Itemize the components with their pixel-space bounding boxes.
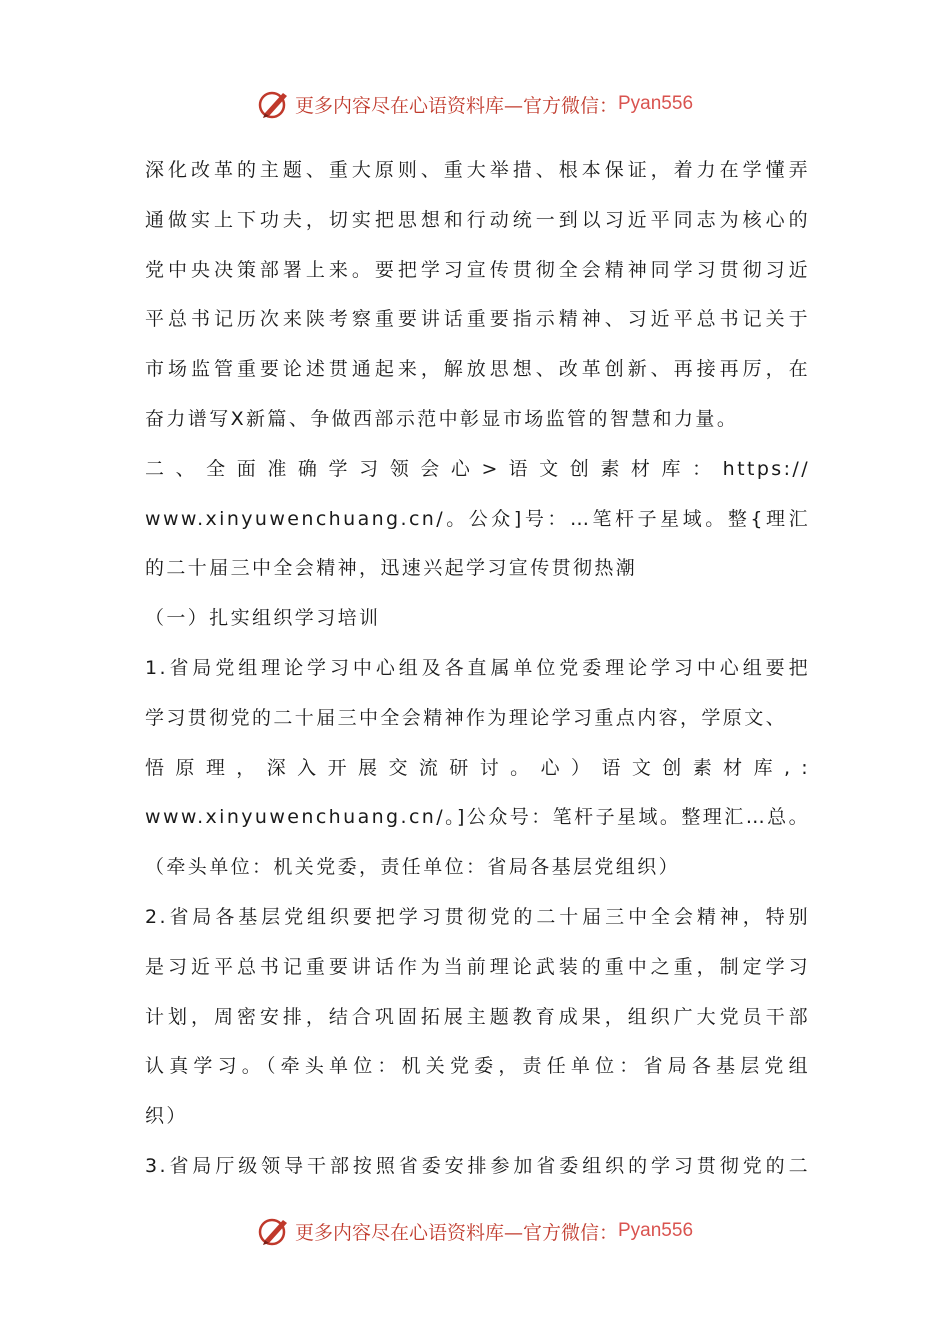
text-line: 悟 原 理 ， 深 入 开 展 交 流 研 讨 。 心 ） 语 文 创 素 材 库 , : bbox=[145, 756, 810, 779]
text-line: 计划，周密安排，结合巩固拓展主题教育成果，组织广大党员干部 bbox=[145, 1005, 810, 1028]
text-line: www.xinyuwenchuang.cn/。]公众号：笔杆子星域。整理汇…总。 bbox=[145, 806, 810, 829]
text-line: 3.省局厅级领导干部按照省委安排参加省委组织的学习贯彻党的二 bbox=[145, 1154, 810, 1177]
text-line: 学习贯彻党的二十届三中全会精神作为理论学习重点内容，学原文、 bbox=[145, 706, 788, 729]
text-line: 党中央决策部署上来。要把学习宣传贯彻全会精神同学习贯彻习近 bbox=[145, 258, 810, 281]
text-line: 平总书记历次来陕考察重要讲话重要指示精神、习近平总书记关于 bbox=[145, 308, 810, 331]
text-line: 2.省局各基层党组织要把学习贯彻党的二十届三中全会精神，特别 bbox=[145, 905, 810, 928]
text-line: 是习近平总书记重要讲话作为当前理论武装的重中之重，制定学习 bbox=[145, 955, 810, 978]
text-line: 市场监管重要论述贯通起来，解放思想、改革创新、再接再厉，在 bbox=[145, 358, 810, 381]
text-line: 的二十届三中全会精神，迅速兴起学习宣传贯彻热潮 bbox=[145, 557, 638, 580]
text-line: 织） bbox=[145, 1105, 188, 1128]
text-line: 奋力谱写X新篇、争做西部示范中彰显市场监管的智慧和力量。 bbox=[145, 407, 739, 430]
text-line: 通做实上下功夫，切实把思想和行动统一到以习近平同志为核心的 bbox=[145, 208, 810, 231]
text-line: （牵头单位：机关党委，责任单位：省局各基层党组织） bbox=[145, 856, 681, 879]
banner-text: 更多内容尽在心语资料库—官方微信： bbox=[294, 94, 618, 117]
text-line: 二 、 全 面 准 确 学 习 领 会 心 > 语 文 创 素 材 库 ： https:// bbox=[145, 457, 810, 480]
pen-logo-icon bbox=[257, 1214, 291, 1248]
header-banner bbox=[0, 84, 950, 124]
pen-logo-icon bbox=[257, 87, 291, 121]
section-heading: （一）扎实组织学习培训 bbox=[145, 607, 381, 630]
banner-wechat-id: Pyan556 bbox=[618, 1220, 694, 1241]
document-body bbox=[145, 146, 810, 1192]
banner-wechat-id: Pyan556 bbox=[618, 93, 694, 114]
footer-banner bbox=[0, 1211, 950, 1251]
text-line: www.xinyuwenchuang.cn/。公众]号：…笔杆子星域。整{理汇 bbox=[145, 507, 810, 530]
text-line: 1.省局党组理论学习中心组及各直属单位党委理论学习中心组要把 bbox=[145, 656, 810, 679]
text-line: 认真学习。（牵头单位：机关党委，责任单位：省局各基层党组 bbox=[145, 1055, 810, 1078]
text-line: 深化改革的主题、重大原则、重大举措、根本保证，着力在学懂弄 bbox=[145, 159, 810, 181]
banner-text: 更多内容尽在心语资料库—官方微信： bbox=[294, 1221, 618, 1244]
